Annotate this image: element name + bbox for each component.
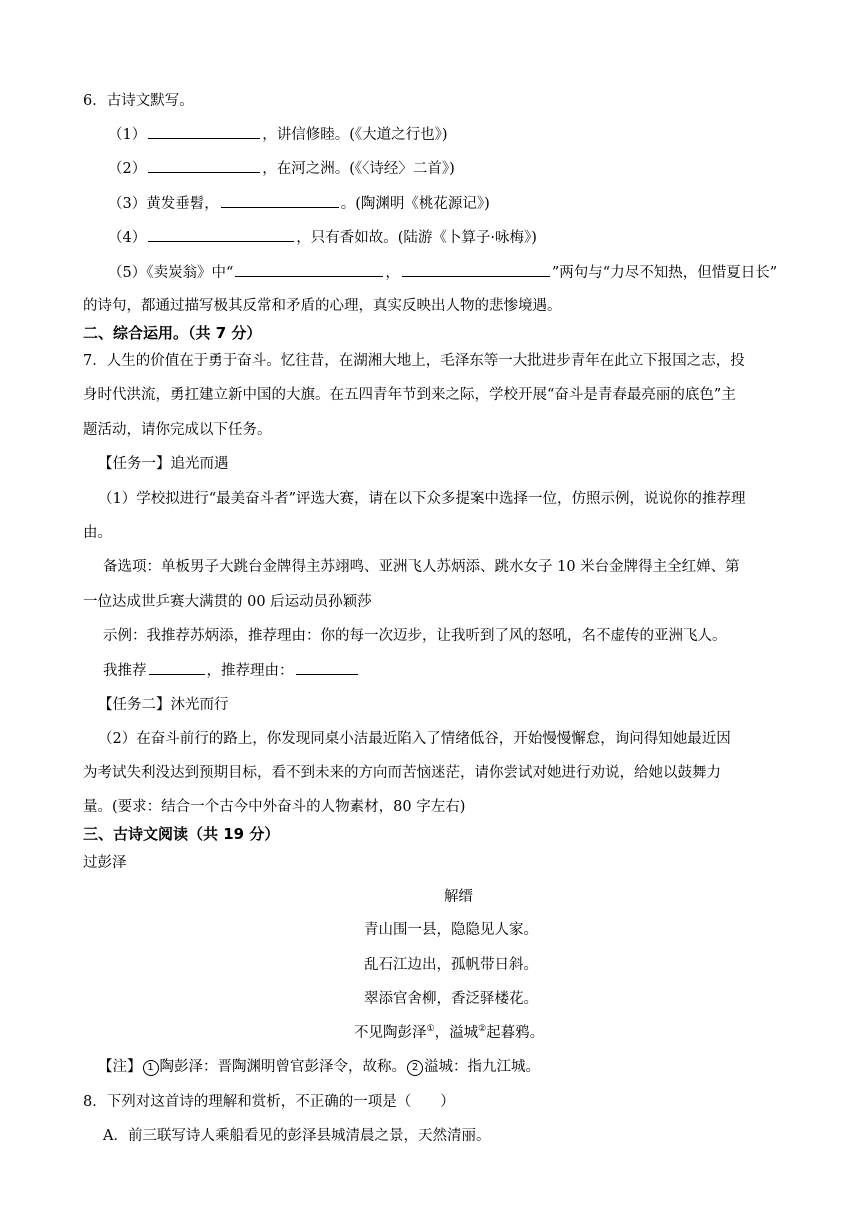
- section-2-heading: 二、综合运用。（共 7 分）: [83, 324, 262, 342]
- task-2-line-1: （2）在奋斗前行的路上，你发现同桌小洁最近陷入了情绪低谷，开始慢慢懈怠，询问得知她最近因: [98, 731, 731, 747]
- options-line-2: 一位达成世乒赛大满贯的 00 后运动员孙颖莎: [83, 594, 372, 610]
- q6-item-1-num: （1）: [108, 127, 147, 143]
- q6-item-1: [108, 124, 448, 145]
- poem-line-1: 青山围一县，隐隐见人家。: [364, 922, 538, 938]
- q6-item-5-prefix: （5）《卖炭翁》中“: [108, 265, 234, 281]
- q6-item-4: [108, 227, 537, 248]
- q7-line-3: 题活动，请你完成以下任务。: [83, 422, 272, 438]
- task-1-line-1: （1）学校拟进行“最美奋斗者”评选大赛，请在以下众多提案中选择一位，仿照示例，说说你的推荐理: [98, 491, 746, 507]
- note-1-text: 陶彭泽：晋陶渊明曾官彭泽令，故称。: [159, 1059, 406, 1075]
- note-label: 【注】: [98, 1059, 142, 1075]
- footnote-mark-1: ①: [426, 1024, 435, 1035]
- q8-option-a[interactable]: A．前三联写诗人乘船看见的彭泽县城清晨之景，天然清丽。: [103, 1128, 491, 1144]
- q6-item-1-text: ，讲信修睦。(《大道之行也》): [262, 127, 448, 143]
- answer-blank[interactable]: [235, 262, 383, 277]
- options-line-1: 备选项：单板男子大跳台金牌得主苏翊鸣、亚洲飞人苏炳添、跳水女子 10 米台金牌得主全红婵、第: [103, 559, 740, 575]
- poem-line-2: 乱石江边出，孤帆带日斜。: [364, 957, 538, 973]
- task-1-line-2: 由。: [83, 525, 112, 541]
- q6-title: 6．古诗文默写。: [83, 93, 194, 109]
- q6-item-5: [108, 262, 777, 283]
- reason-label: ，推荐理由：: [206, 663, 294, 679]
- poem-line-4-part-1: 不见陶彭泽: [354, 1025, 427, 1041]
- q6-item-4-text: ，只有香如故。(陆游《卜算子·咏梅》): [296, 230, 537, 246]
- task-2-heading: 【任务二】沐光而行: [98, 697, 229, 713]
- note-2-text: 溢城：指九江城。: [424, 1059, 540, 1075]
- q6-item-5-continued: 的诗句，都通过描写极其反常和矛盾的心理，真实反映出人物的悲惨境遇。: [83, 298, 562, 314]
- q6-item-2: [108, 158, 455, 179]
- circled-number-2: 2: [407, 1060, 423, 1076]
- section-3-heading: 三、古诗文阅读（共 19 分）: [83, 825, 280, 843]
- footnote-mark-2: ②: [478, 1024, 487, 1035]
- recommend-label: 我推荐: [103, 663, 147, 679]
- q6-item-4-num: （4）: [108, 230, 147, 246]
- q7-line-1: 7．人生的价值在于勇于奋斗。忆往昔，在湖湘大地上，毛泽东等一大批进步青年在此立下报国之志，投: [83, 353, 745, 369]
- q7-line-2: 身时代洪流，勇扛建立新中国的大旗。在五四青年节到来之际，学校开展“奋斗是青春最亮丽的底色”主: [83, 387, 736, 403]
- task-2-line-2: 为考试失利没达到预期目标，看不到未来的方向而苦恼迷茫，请你尝试对她进行劝说，给她以鼓舞力: [83, 765, 721, 781]
- poem-line-3: 翠添官舍柳，香泛驿楼花。: [364, 991, 538, 1007]
- recommend-line: [103, 660, 360, 681]
- q6-item-5-comma: ，: [385, 265, 400, 281]
- q8-stem: 8．下列对这首诗的理解和赏析，不正确的一项是（ ）: [83, 1094, 455, 1110]
- q6-item-2-text: ，在河之洲。(《〈诗经〉二首》): [262, 161, 455, 177]
- task-2-line-3: 量。(要求：结合一个古今中外奋斗的人物素材，80 字左右): [83, 799, 466, 815]
- circled-number-1: 1: [143, 1060, 159, 1076]
- answer-blank[interactable]: [296, 660, 358, 675]
- answer-blank[interactable]: [148, 158, 260, 173]
- poem-line-4-part-3: 起暮鸦。: [486, 1025, 545, 1041]
- answer-blank[interactable]: [402, 262, 550, 277]
- q6-item-2-num: （2）: [108, 161, 147, 177]
- poem-author: 解缙: [444, 889, 473, 905]
- task-1-heading: 【任务一】追光而遇: [98, 456, 229, 472]
- q6-item-3: [108, 193, 490, 214]
- answer-blank[interactable]: [148, 227, 294, 242]
- poem-line-4: [354, 1023, 544, 1043]
- poem-title: 过彭泽: [83, 855, 127, 871]
- answer-blank[interactable]: [148, 124, 260, 139]
- poem-line-4-part-2: ，溢城: [434, 1025, 479, 1041]
- q6-item-5-suffix: ”两句与“力尽不知热，但惜夏日长”: [551, 265, 778, 281]
- answer-blank[interactable]: [221, 193, 339, 208]
- q6-item-3-suffix: 。(陶渊明《桃花源记》): [340, 196, 490, 212]
- answer-blank[interactable]: [149, 660, 205, 675]
- example-line: 示例：我推荐苏炳添，推荐理由：你的每一次迈步，让我听到了风的怒吼，名不虚传的亚洲飞人。: [103, 628, 727, 644]
- q6-item-3-prefix: （3）黄发垂髫，: [108, 196, 219, 212]
- poem-notes: [98, 1057, 540, 1077]
